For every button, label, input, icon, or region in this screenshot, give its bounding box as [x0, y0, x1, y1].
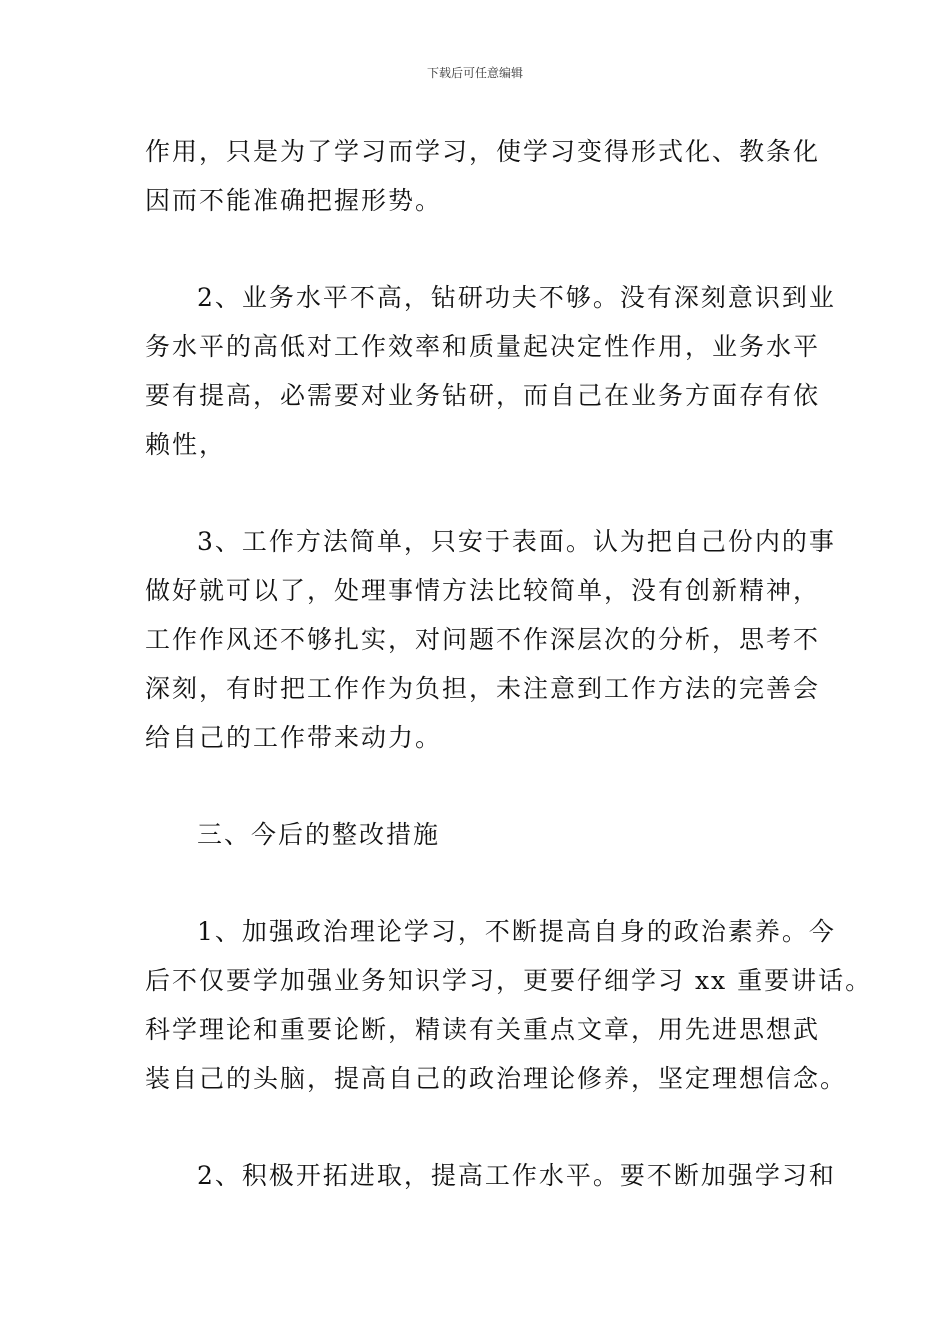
page-header: 下载后可任意编辑	[426, 66, 523, 80]
text-line: 因而不能准确把握形势。	[145, 186, 443, 215]
text-line: 三、今后的整改措施	[197, 820, 441, 849]
text-line: 赖性，	[145, 430, 227, 459]
document-body	[145, 127, 873, 1200]
text-line: 工作作风还不够扎实，对问题不作深层次的分析，思考不	[145, 625, 821, 654]
text-line: 给自己的工作带来动力。	[145, 723, 443, 752]
section-heading	[145, 810, 835, 859]
text-line: 务水平的高低对工作效率和质量起决定性作用，业务水平	[145, 332, 821, 361]
paragraph-measure-1	[145, 907, 873, 1103]
text-line: 要有提高，必需要对业务钻研，而自己在业务方面存有依	[145, 381, 821, 410]
text-line: 科学理论和重要论断，精读有关重点文章，用先进思想武	[145, 1015, 821, 1044]
text-line: 后不仅要学加强业务知识学习，更要仔细学习 xx 重要讲话。	[145, 966, 873, 995]
text-line: 2、积极开拓进取，提高工作水平。要不断加强学习和	[197, 1161, 836, 1190]
text-line: 装自己的头脑，提高自己的政治理论修养，坚定理想信念。	[145, 1064, 848, 1093]
text-line: 深刻，有时把工作作为负担，未注意到工作方法的完善会	[145, 674, 821, 703]
text-line: 1、加强政治理论学习，不断提高自身的政治素养。今	[197, 917, 836, 946]
text-line: 作用，只是为了学习而学习，使学习变得形式化、教条化	[145, 137, 821, 166]
text-line: 做好就可以了，处理事情方法比较简单，没有创新精神，	[145, 576, 821, 605]
text-line: 3、工作方法简单，只安于表面。认为把自己份内的事	[197, 527, 836, 556]
text-line: 2、业务水平不高，钻研功夫不够。没有深刻意识到业	[197, 283, 836, 312]
paragraph-continuation	[145, 127, 835, 225]
paragraph-item-3	[145, 517, 835, 762]
paragraph-item-2	[145, 273, 835, 469]
paragraph-measure-2	[145, 1151, 835, 1200]
